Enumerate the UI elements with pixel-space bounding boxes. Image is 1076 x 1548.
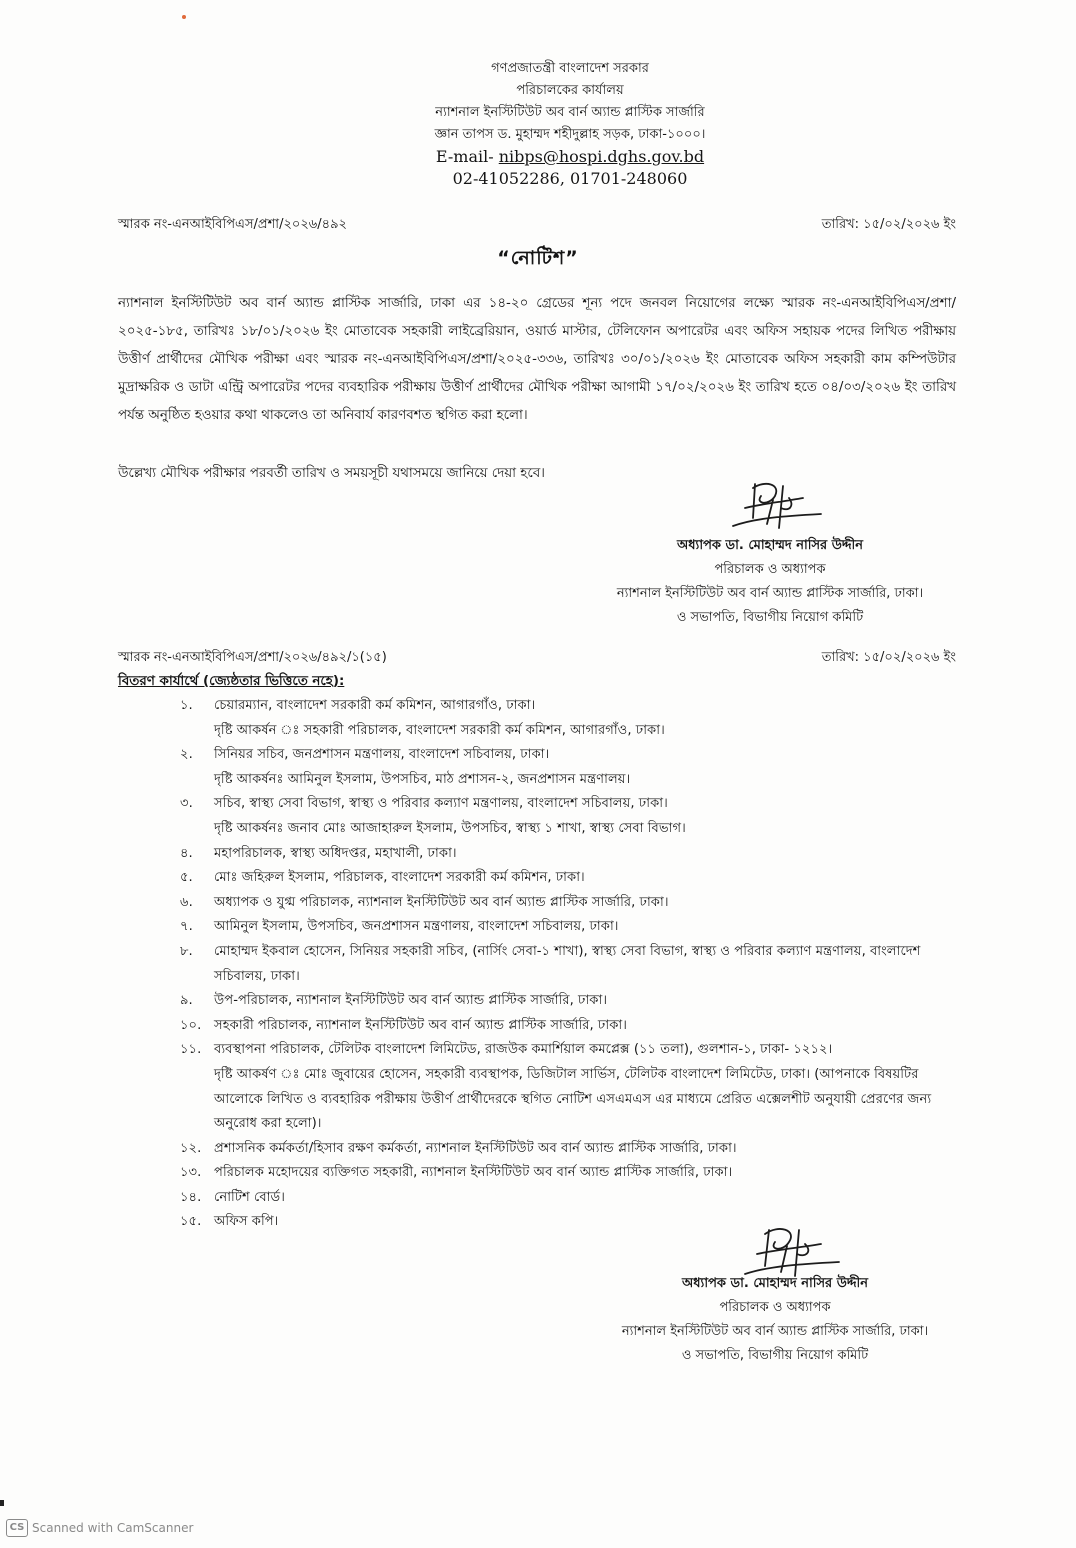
- list-item-number: ৯.: [180, 993, 193, 1009]
- memo-row-2: [118, 648, 956, 668]
- list-item: [180, 842, 960, 867]
- list-item-text: সিনিয়র সচিব, জনপ্রশাসন মন্ত্রণালয়, বাংলাদেশ সচিবালয়, ঢাকা।: [214, 747, 550, 763]
- list-item-number: ৭.: [180, 919, 193, 935]
- list-item: [180, 1137, 960, 1162]
- list-item: [180, 694, 960, 743]
- signature-block-2: [565, 1272, 985, 1368]
- memo-reference: স্মারক নং-এনআইবিপিএস/প্রশা/২০২৬/৪৯২: [118, 217, 347, 232]
- list-item-number: ২.: [180, 747, 193, 763]
- memo-date-2: তারিখ: ১৫/০২/২০২৬ ইং: [821, 650, 956, 665]
- list-item-attention: দৃষ্টি আকর্ষণ ঃ মোঃ জুবায়ের হোসেন, সহকারী ব্যবস্থাপক, ডিজিটাল সার্ভিস, টেলিটক বাংলাদেশ লিমিটেড, ঢাকা। (আপনাকে বিষয়টির আলোকে লিখিত ও ব্যবহারিক পরীক্ষায় উত্তীর্ণ প্রার্থীদেরকে স্থগিত নোটিশ এসএমএস এর মাধ্যমে প্রেরিত এক্সেলশীট অনুযায়ী প্রেরণের জন্য অনুরোধ করা হলো)।: [214, 1066, 932, 1132]
- notice-body: [118, 290, 956, 430]
- office-name: পরিচালকের কার্যালয়: [516, 83, 624, 98]
- list-item: [180, 866, 960, 891]
- list-item: [180, 915, 960, 940]
- government-name: গণপ্রজাতন্ত্রী বাংলাদেশ সরকার: [491, 61, 649, 76]
- list-item-number: ৪.: [180, 845, 193, 861]
- scan-edge-mark: [0, 1500, 4, 1506]
- list-item-number: ৮.: [180, 943, 193, 959]
- email-label: E-mail-: [435, 147, 494, 166]
- list-item-number: ১৫.: [180, 1214, 202, 1230]
- scanner-watermark-text: Scanned with CamScanner: [32, 1521, 194, 1535]
- list-item: [180, 792, 960, 841]
- scanner-watermark: [6, 1519, 193, 1537]
- list-item: [180, 1014, 960, 1039]
- memo-reference-2: স্মারক নং-এনআইবিপিএস/প্রশা/২০২৬/৪৯২/১(১৫): [118, 650, 387, 665]
- email-line: [300, 146, 840, 168]
- list-item-text: উপ-পরিচালক, ন্যাশনাল ইনস্টিটিউট অব বার্ন অ্যান্ড প্লাস্টিক সার্জারি, ঢাকা।: [214, 993, 608, 1009]
- notice-note: উল্লেখ্য মৌখিক পরীক্ষার পরবর্তী তারিখ ও সময়সূচী যথাসময়ে জানিয়ে দেয়া হবে।: [118, 466, 545, 481]
- list-item-number: ১০.: [180, 1017, 202, 1033]
- list-item-number: ১৩.: [180, 1165, 202, 1181]
- institute-address: জ্ঞান তাপস ড. মুহাম্মদ শহীদুল্লাহ সড়ক, ঢাকা-১০০০।: [434, 127, 706, 142]
- list-item: [180, 1186, 960, 1211]
- institute-name: ন্যাশনাল ইনস্টিটিউট অব বার্ন অ্যান্ড প্লাস্টিক সার্জারি: [435, 105, 705, 120]
- signatory-title: পরিচালক ও অধ্যাপক: [719, 1300, 831, 1315]
- list-item-text: ব্যবস্থাপনা পরিচালক, টেলিটক বাংলাদেশ লিমিটেড, রাজউক কমার্শিয়াল কমপ্লেক্স (১১ তলা), গুলশান-১, ঢাকা- ১২১২।: [214, 1042, 833, 1058]
- camscanner-logo-icon: CS: [6, 1519, 28, 1537]
- list-item-text: মোহাম্মদ ইকবাল হোসেন, সিনিয়র সহকারী সচিব, (নার্সিং সেবা-১ শাখা), স্বাস্থ্য সেবা বিভাগ, স্বাস্থ্য ও পরিবার কল্যাণ মন্ত্রণালয়, বাংলাদেশ সচিবালয়, ঢাকা।: [214, 943, 921, 984]
- list-item-number: ১.: [180, 698, 193, 713]
- list-item: [180, 1038, 960, 1136]
- list-item-text: মোঃ জহিরুল ইসলাম, পরিচালক, বাংলাদেশ সরকারী কর্ম কমিশন, ঢাকা।: [214, 870, 585, 886]
- list-item-text: প্রশাসনিক কর্মকর্তা/হিসাব রক্ষণ কর্মকর্তা, ন্যাশনাল ইনস্টিটিউট অব বার্ন অ্যান্ড প্লাস্টিক সার্জারি, ঢাকা।: [214, 1140, 737, 1156]
- signature-image: [725, 478, 825, 542]
- list-item: [180, 891, 960, 916]
- signatory-title: পরিচালক ও অধ্যাপক: [714, 562, 826, 577]
- list-item-number: ৩.: [180, 796, 193, 812]
- list-item-number: ১১.: [180, 1042, 202, 1058]
- email-link[interactable]: nibps@hospi.dghs.gov.bd: [498, 147, 705, 166]
- notice-body-text: ন্যাশনাল ইনস্টিটিউট অব বার্ন অ্যান্ড প্লাস্টিক সার্জারি, ঢাকা এর ১৪-২০ গ্রেডের শূন্য পদে জনবল নিয়োগের লক্ষ্যে স্মারক নং-এনআইবিপিএস/প্রশা/২০২৫-১৮৫, তারিখঃ ১৮/০১/২০২৬ ইং মোতাবেক সহকারী লাইব্রেরিয়ান, ওয়ার্ড মাস্টার, টেলিফোন অপারেটর এবং অফিস সহায়ক পদের লিখিত পরীক্ষায় উত্তীর্ণ প্রার্থীদের মৌখিক পরীক্ষা এবং স্মারক নং-এনআইবিপিএস/প্রশা/২০২৫-৩৩৬, তারিখঃ ৩০/০১/২০২৬ ইং মোতাবেক অফিস সহকারী কাম কম্পিউটার মুদ্রাক্ষরিক ও ডাটা এন্ট্রি অপারেটর পদের ব্যবহারিক পরীক্ষায় উত্তীর্ণ প্রার্থীদের মৌখিক পরীক্ষা আগামী ১৭/০২/২০২৬ ইং তারিখ হতে ০৪/০৩/২০২৬ ইং তারিখ পর্যন্ত অনুষ্ঠিত হওয়ার কথা থাকলেও তা অনিবার্য কারণবশত স্থগিত করা হলো।: [118, 296, 956, 423]
- list-item-number: ৫.: [180, 870, 193, 886]
- list-item-text: অধ্যাপক ও যুগ্ম পরিচালক, ন্যাশনাল ইনস্টিটিউট অব বার্ন অ্যান্ড প্লাস্টিক সার্জারি, ঢাকা।: [214, 894, 669, 910]
- signatory-name: অধ্যাপক ডা. মোহাম্মদ নাসির উদ্দীন: [677, 538, 863, 553]
- signature-block-1: [560, 534, 980, 630]
- list-item: [180, 940, 960, 989]
- signatory-role: ও সভাপতি, বিভাগীয় নিয়োগ কমিটি: [681, 1348, 869, 1363]
- list-item-text: নোটিশ বোর্ড।: [214, 1189, 285, 1205]
- list-item-text: মহাপরিচালক, স্বাস্থ্য অধিদপ্তর, মহাখালী, ঢাকা।: [214, 845, 457, 861]
- signatory-organization: ন্যাশনাল ইনস্টিটিউট অব বার্ন অ্যান্ড প্লাস্টিক সার্জারি, ঢাকা।: [621, 1324, 929, 1339]
- letterhead: [300, 58, 840, 190]
- list-item: [180, 743, 960, 792]
- list-item-number: ৬.: [180, 894, 193, 910]
- distribution-list: [180, 694, 960, 1235]
- list-item-text: সহকারী পরিচালক, ন্যাশনাল ইনস্টিটিউট অব বার্ন অ্যান্ড প্লাস্টিক সার্জারি, ঢাকা।: [214, 1017, 627, 1033]
- list-item-number: ১৪.: [180, 1189, 202, 1205]
- memo-row-1: [118, 215, 956, 235]
- phone-numbers: 02-41052286, 01701-248060: [452, 169, 688, 188]
- signatory-name: অধ্যাপক ডা. মোহাম্মদ নাসির উদ্দীন: [682, 1276, 868, 1291]
- signatory-organization: ন্যাশনাল ইনস্টিটিউট অব বার্ন অ্যান্ড প্লাস্টিক সার্জারি, ঢাকা।: [616, 586, 924, 601]
- list-item-text: চেয়ারম্যান, বাংলাদেশ সরকারী কর্ম কমিশন, আগারগাঁও, ঢাকা।: [214, 698, 536, 713]
- list-item-text: পরিচালক মহোদয়ের ব্যক্তিগত সহকারী, ন্যাশনাল ইনস্টিটিউট অব বার্ন অ্যান্ড প্লাস্টিক সার্জারি, ঢাকা।: [214, 1165, 733, 1181]
- list-item: [180, 1161, 960, 1186]
- distribution-heading: বিতরণ কার্যার্থে (জ্যেষ্ঠতার ভিত্তিতে নহে):: [118, 674, 345, 689]
- memo-date: তারিখ: ১৫/০২/২০২৬ ইং: [821, 217, 956, 232]
- list-item-attention: দৃষ্টি আকর্ষনঃ জনাব মোঃ আজাহারুল ইসলাম, উপসচিব, স্বাস্থ্য ১ শাখা, স্বাস্থ্য সেবা বিভাগ।: [214, 820, 686, 836]
- list-item-text: অফিস কপি।: [214, 1214, 279, 1230]
- list-item-number: ১২.: [180, 1140, 202, 1156]
- list-item-text: সচিব, স্বাস্থ্য সেবা বিভাগ, স্বাস্থ্য ও পরিবার কল্যাণ মন্ত্রণালয়, বাংলাদেশ সচিবালয়, ঢাকা।: [214, 796, 668, 812]
- list-item-text: আমিনুল ইসলাম, উপসচিব, জনপ্রশাসন মন্ত্রণালয়, বাংলাদেশ সচিবালয়, ঢাকা।: [214, 919, 619, 935]
- list-item: [180, 989, 960, 1014]
- notice-title: “নোটিশ”: [497, 247, 579, 269]
- signatory-role: ও সভাপতি, বিভাগীয় নিয়োগ কমিটি: [676, 610, 864, 625]
- ink-dot: [182, 15, 186, 19]
- list-item-attention: দৃষ্টি আকর্ষনঃ আমিনুল ইসলাম, উপসচিব, মাঠ প্রশাসন-২, জনপ্রশাসন মন্ত্রণালয়।: [214, 771, 631, 787]
- list-item-attention: দৃষ্টি আকর্ষন ঃ সহকারী পরিচালক, বাংলাদেশ সরকারী কর্ম কমিশন, আগারগাঁও, ঢাকা।: [214, 722, 665, 738]
